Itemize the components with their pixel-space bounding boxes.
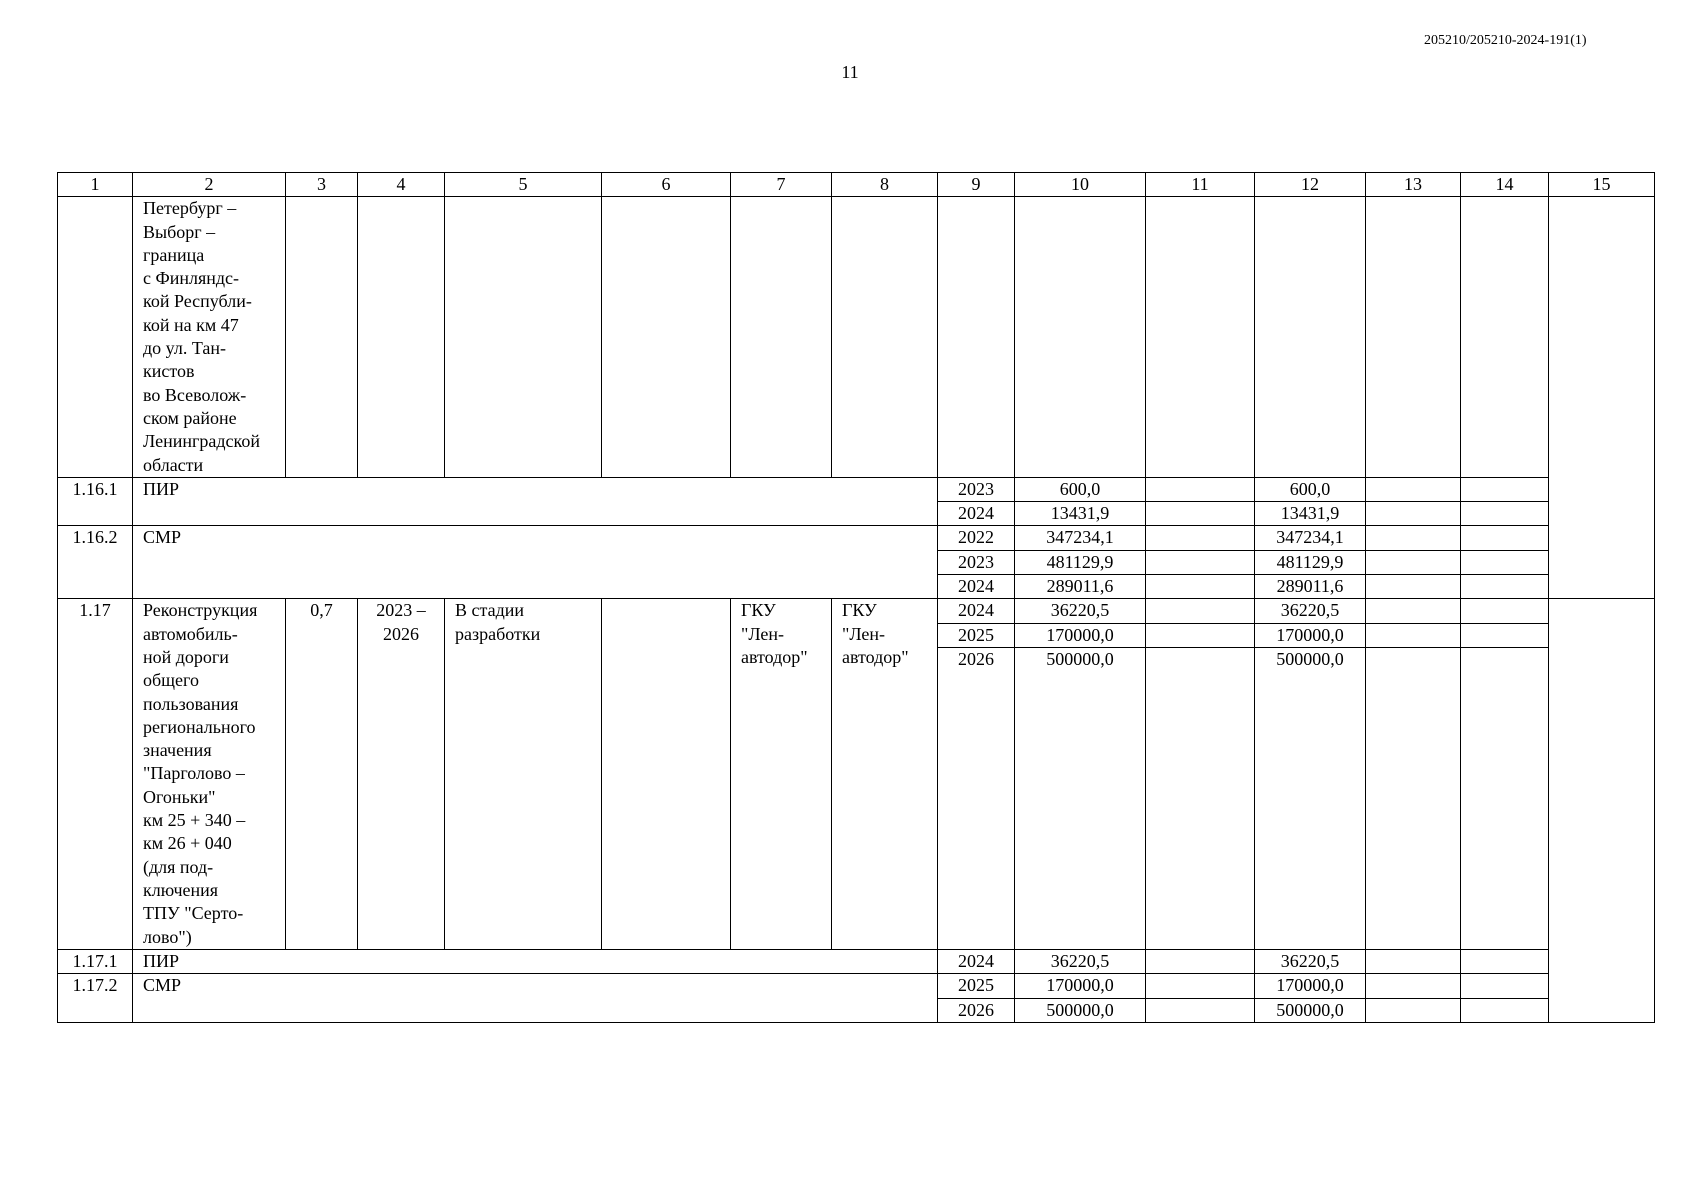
amount-cell: 347234,1 xyxy=(1255,526,1366,550)
table-row xyxy=(58,197,1655,478)
text-line: км 25 + 340 – xyxy=(143,810,246,831)
object-name-cell xyxy=(133,599,286,950)
amount-cell: 36220,5 xyxy=(1255,949,1366,973)
text-line: В стадии xyxy=(455,600,524,621)
customer-text xyxy=(741,599,821,669)
text-line: Реконструкция xyxy=(143,600,258,621)
text-line: разработки xyxy=(455,623,541,644)
column-header: 6 xyxy=(602,173,731,197)
customer-cell xyxy=(731,599,832,950)
document-number: 205210/205210-2024-191(1) xyxy=(1424,33,1587,48)
text-line: до ул. Тан- xyxy=(143,338,227,359)
row-number: 1.17.2 xyxy=(58,974,133,1023)
status-cell xyxy=(445,599,602,950)
year-cell: 2023 xyxy=(938,477,1015,501)
row-title: ПИР xyxy=(133,477,938,526)
row-title: ПИР xyxy=(133,949,938,973)
text-line: 2026 xyxy=(383,623,419,644)
year-cell: 2025 xyxy=(938,623,1015,647)
table-row xyxy=(58,949,1655,973)
table-row xyxy=(58,599,1655,623)
amount-cell: 481129,9 xyxy=(1015,550,1146,574)
column-header: 15 xyxy=(1549,173,1655,197)
column-header: 14 xyxy=(1461,173,1549,197)
table-row xyxy=(58,526,1655,550)
amount-cell: 347234,1 xyxy=(1015,526,1146,550)
year-cell: 2024 xyxy=(938,575,1015,599)
year-cell: 2023 xyxy=(938,550,1015,574)
text-line: "Лен- xyxy=(741,623,785,644)
text-line: Выборг – xyxy=(143,221,216,242)
amount-cell: 289011,6 xyxy=(1015,575,1146,599)
period-cell xyxy=(358,599,445,950)
text-line: с Финляндс- xyxy=(143,268,240,289)
column-header: 9 xyxy=(938,173,1015,197)
table-row xyxy=(58,477,1655,501)
column-header: 5 xyxy=(445,173,602,197)
amount-cell: 600,0 xyxy=(1255,477,1366,501)
text-line: ключения xyxy=(143,879,219,900)
text-line: "Лен- xyxy=(842,623,886,644)
amount-cell: 36220,5 xyxy=(1255,599,1366,623)
column-header: 7 xyxy=(731,173,832,197)
amount-cell: 500000,0 xyxy=(1255,647,1366,949)
contractor-cell xyxy=(832,599,938,950)
text-line: кой Республи- xyxy=(143,291,252,312)
program-table xyxy=(57,172,1655,1023)
column-header: 12 xyxy=(1255,173,1366,197)
text-line: во Всеволож- xyxy=(143,384,247,405)
year-cell: 2024 xyxy=(938,599,1015,623)
row-title: СМР xyxy=(133,526,938,599)
text-line: значения xyxy=(143,740,212,761)
year-cell: 2025 xyxy=(938,974,1015,998)
column-header: 2 xyxy=(133,173,286,197)
text-line: ТПУ "Серто- xyxy=(143,903,244,924)
text-line: ском районе xyxy=(143,407,237,428)
text-line: автомобиль- xyxy=(143,623,238,644)
row-number: 1.17 xyxy=(58,599,133,950)
object-name-text xyxy=(143,599,275,948)
text-line: пользования xyxy=(143,693,239,714)
text-line: граница xyxy=(143,244,205,265)
column-header: 11 xyxy=(1146,173,1255,197)
text-line: области xyxy=(143,454,204,475)
contractor-text xyxy=(842,599,927,669)
amount-cell: 500000,0 xyxy=(1015,647,1146,949)
period-text xyxy=(358,599,444,646)
text-line: регионального xyxy=(143,716,256,737)
amount-cell: 36220,5 xyxy=(1015,949,1146,973)
row-number: 1.16.2 xyxy=(58,526,133,599)
text-line: кистов xyxy=(143,361,195,382)
object-name-text xyxy=(143,197,275,477)
column-header: 4 xyxy=(358,173,445,197)
amount-cell: 170000,0 xyxy=(1015,623,1146,647)
text-line: автодор" xyxy=(842,646,909,667)
row-number: 1.16.1 xyxy=(58,477,133,526)
amount-cell: 600,0 xyxy=(1015,477,1146,501)
text-line: км 26 + 040 xyxy=(143,833,232,854)
column-header: 8 xyxy=(832,173,938,197)
amount-cell: 481129,9 xyxy=(1255,550,1366,574)
amount-cell: 36220,5 xyxy=(1015,599,1146,623)
text-line: Петербург – xyxy=(143,198,237,219)
object-name-cell xyxy=(133,197,286,478)
text-line: кой на км 47 xyxy=(143,314,239,335)
year-cell: 2024 xyxy=(938,949,1015,973)
amount-cell: 289011,6 xyxy=(1255,575,1366,599)
column-header: 13 xyxy=(1366,173,1461,197)
year-cell: 2026 xyxy=(938,998,1015,1022)
year-cell: 2026 xyxy=(938,647,1015,949)
status-text xyxy=(455,599,591,646)
row-title: СМР xyxy=(133,974,938,1023)
amount-cell: 13431,9 xyxy=(1255,502,1366,526)
amount-cell: 170000,0 xyxy=(1255,974,1366,998)
text-line: "Парголово – xyxy=(143,763,245,784)
column-header: 10 xyxy=(1015,173,1146,197)
amount-cell: 13431,9 xyxy=(1015,502,1146,526)
amount-cell: 500000,0 xyxy=(1015,998,1146,1022)
year-cell: 2024 xyxy=(938,502,1015,526)
column-header: 3 xyxy=(286,173,358,197)
amount-cell: 500000,0 xyxy=(1255,998,1366,1022)
length-cell: 0,7 xyxy=(286,599,358,950)
text-line: Ленинградской xyxy=(143,431,260,452)
text-line: ной дороги xyxy=(143,646,229,667)
amount-cell: 170000,0 xyxy=(1255,623,1366,647)
column-header-row xyxy=(58,173,1655,197)
page-number: 11 xyxy=(841,62,859,82)
text-line: автодор" xyxy=(741,646,808,667)
text-line: ГКУ xyxy=(842,600,877,621)
text-line: лово") xyxy=(143,926,192,947)
amount-cell: 170000,0 xyxy=(1015,974,1146,998)
text-line: Огоньки" xyxy=(143,786,216,807)
year-cell: 2022 xyxy=(938,526,1015,550)
column-header: 1 xyxy=(58,173,133,197)
text-line: (для под- xyxy=(143,856,214,877)
text-line: ГКУ xyxy=(741,600,776,621)
text-line: 2023 – xyxy=(376,600,426,621)
row-number: 1.17.1 xyxy=(58,949,133,973)
text-line: общего xyxy=(143,670,199,691)
table-row xyxy=(58,974,1655,998)
